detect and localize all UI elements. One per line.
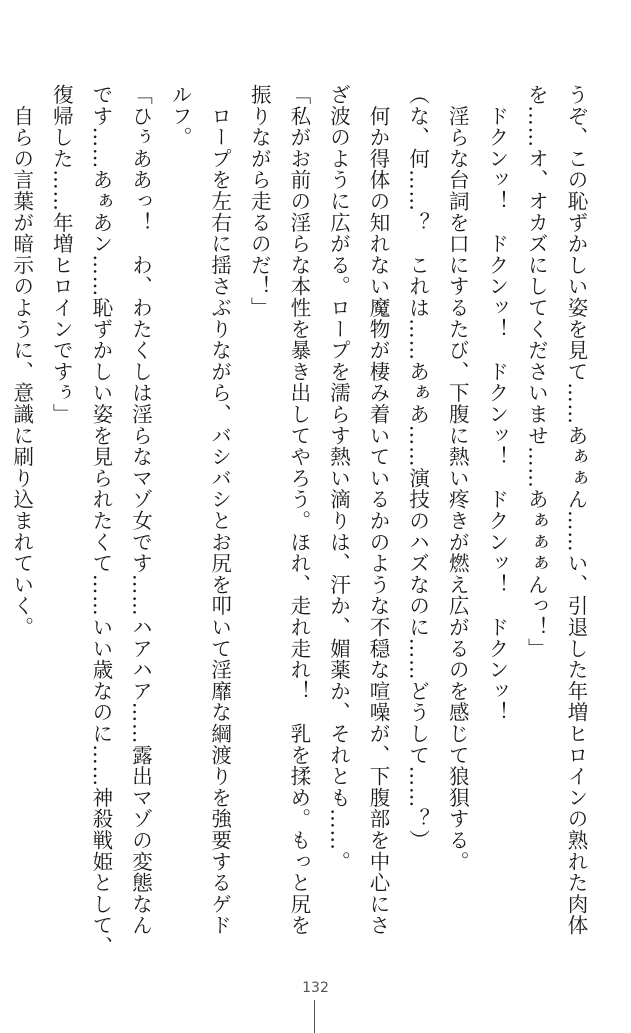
text-line: 復帰した……年増ヒロインですぅ」 <box>49 84 74 425</box>
text-line: 淫らな台詞を口にするたび、下腹に熱い疼きが燃え広がるのを感じて狼狽する。 <box>445 84 470 873</box>
text-line: ロープを左右に揺さぶりながら、バシバシとお尻を叩いて淫靡な綱渡りを強要するゲド <box>207 84 232 936</box>
page-number: 132 <box>302 980 329 996</box>
text-line: 「私がお前の淫らな本性を暴き出してやろう。ほれ、走れ走れ！ 乳を揉め。もっと尻を <box>286 84 311 936</box>
text-line: ルフ。 <box>168 84 193 148</box>
text-line: 「ひぅああっ！ わ、わたくしは淫らなマゾ女です……ハアハア……露出マゾの変態なん <box>128 84 153 936</box>
text-line: 自らの言葉が暗示のように、意識に刷り込まれていく。 <box>9 84 34 638</box>
text-line <box>0 84 1 944</box>
novel-body-text <box>9 84 595 958</box>
page-number-rule <box>314 1000 315 1033</box>
text-line: ドクンッ！ ドクンッ！ ドクンッ！ ドクンッ！ ドクンッ！ <box>484 84 509 723</box>
text-line: ざ波のように広がる。ロープを濡らす熱い滴りは、汗か、媚薬か、それとも……。 <box>326 84 351 873</box>
text-line: です……あぁあン……恥ずかしい姿を見られたくて……いい歳なのに……神殺戦姫として、 <box>88 84 113 958</box>
text-line: 振りながら走るのだ！」 <box>247 84 272 319</box>
text-line: を……オ、オカズにしてくださいませ……あぁぁぁんっ！」 <box>524 84 549 660</box>
text-line: （な、何……？ これは……あぁあ……演技のハズなのに……どうして……？） <box>405 84 430 851</box>
text-line: 何か得体の知れない魔物が棲み着いているかのような不穏な喧噪が、下腹部を中心にさ <box>366 84 391 936</box>
text-line: うぞ、この恥ずかしい姿を見て……あぁぁん……い、引退した年増ヒロインの熟れた肉体 <box>564 84 588 936</box>
